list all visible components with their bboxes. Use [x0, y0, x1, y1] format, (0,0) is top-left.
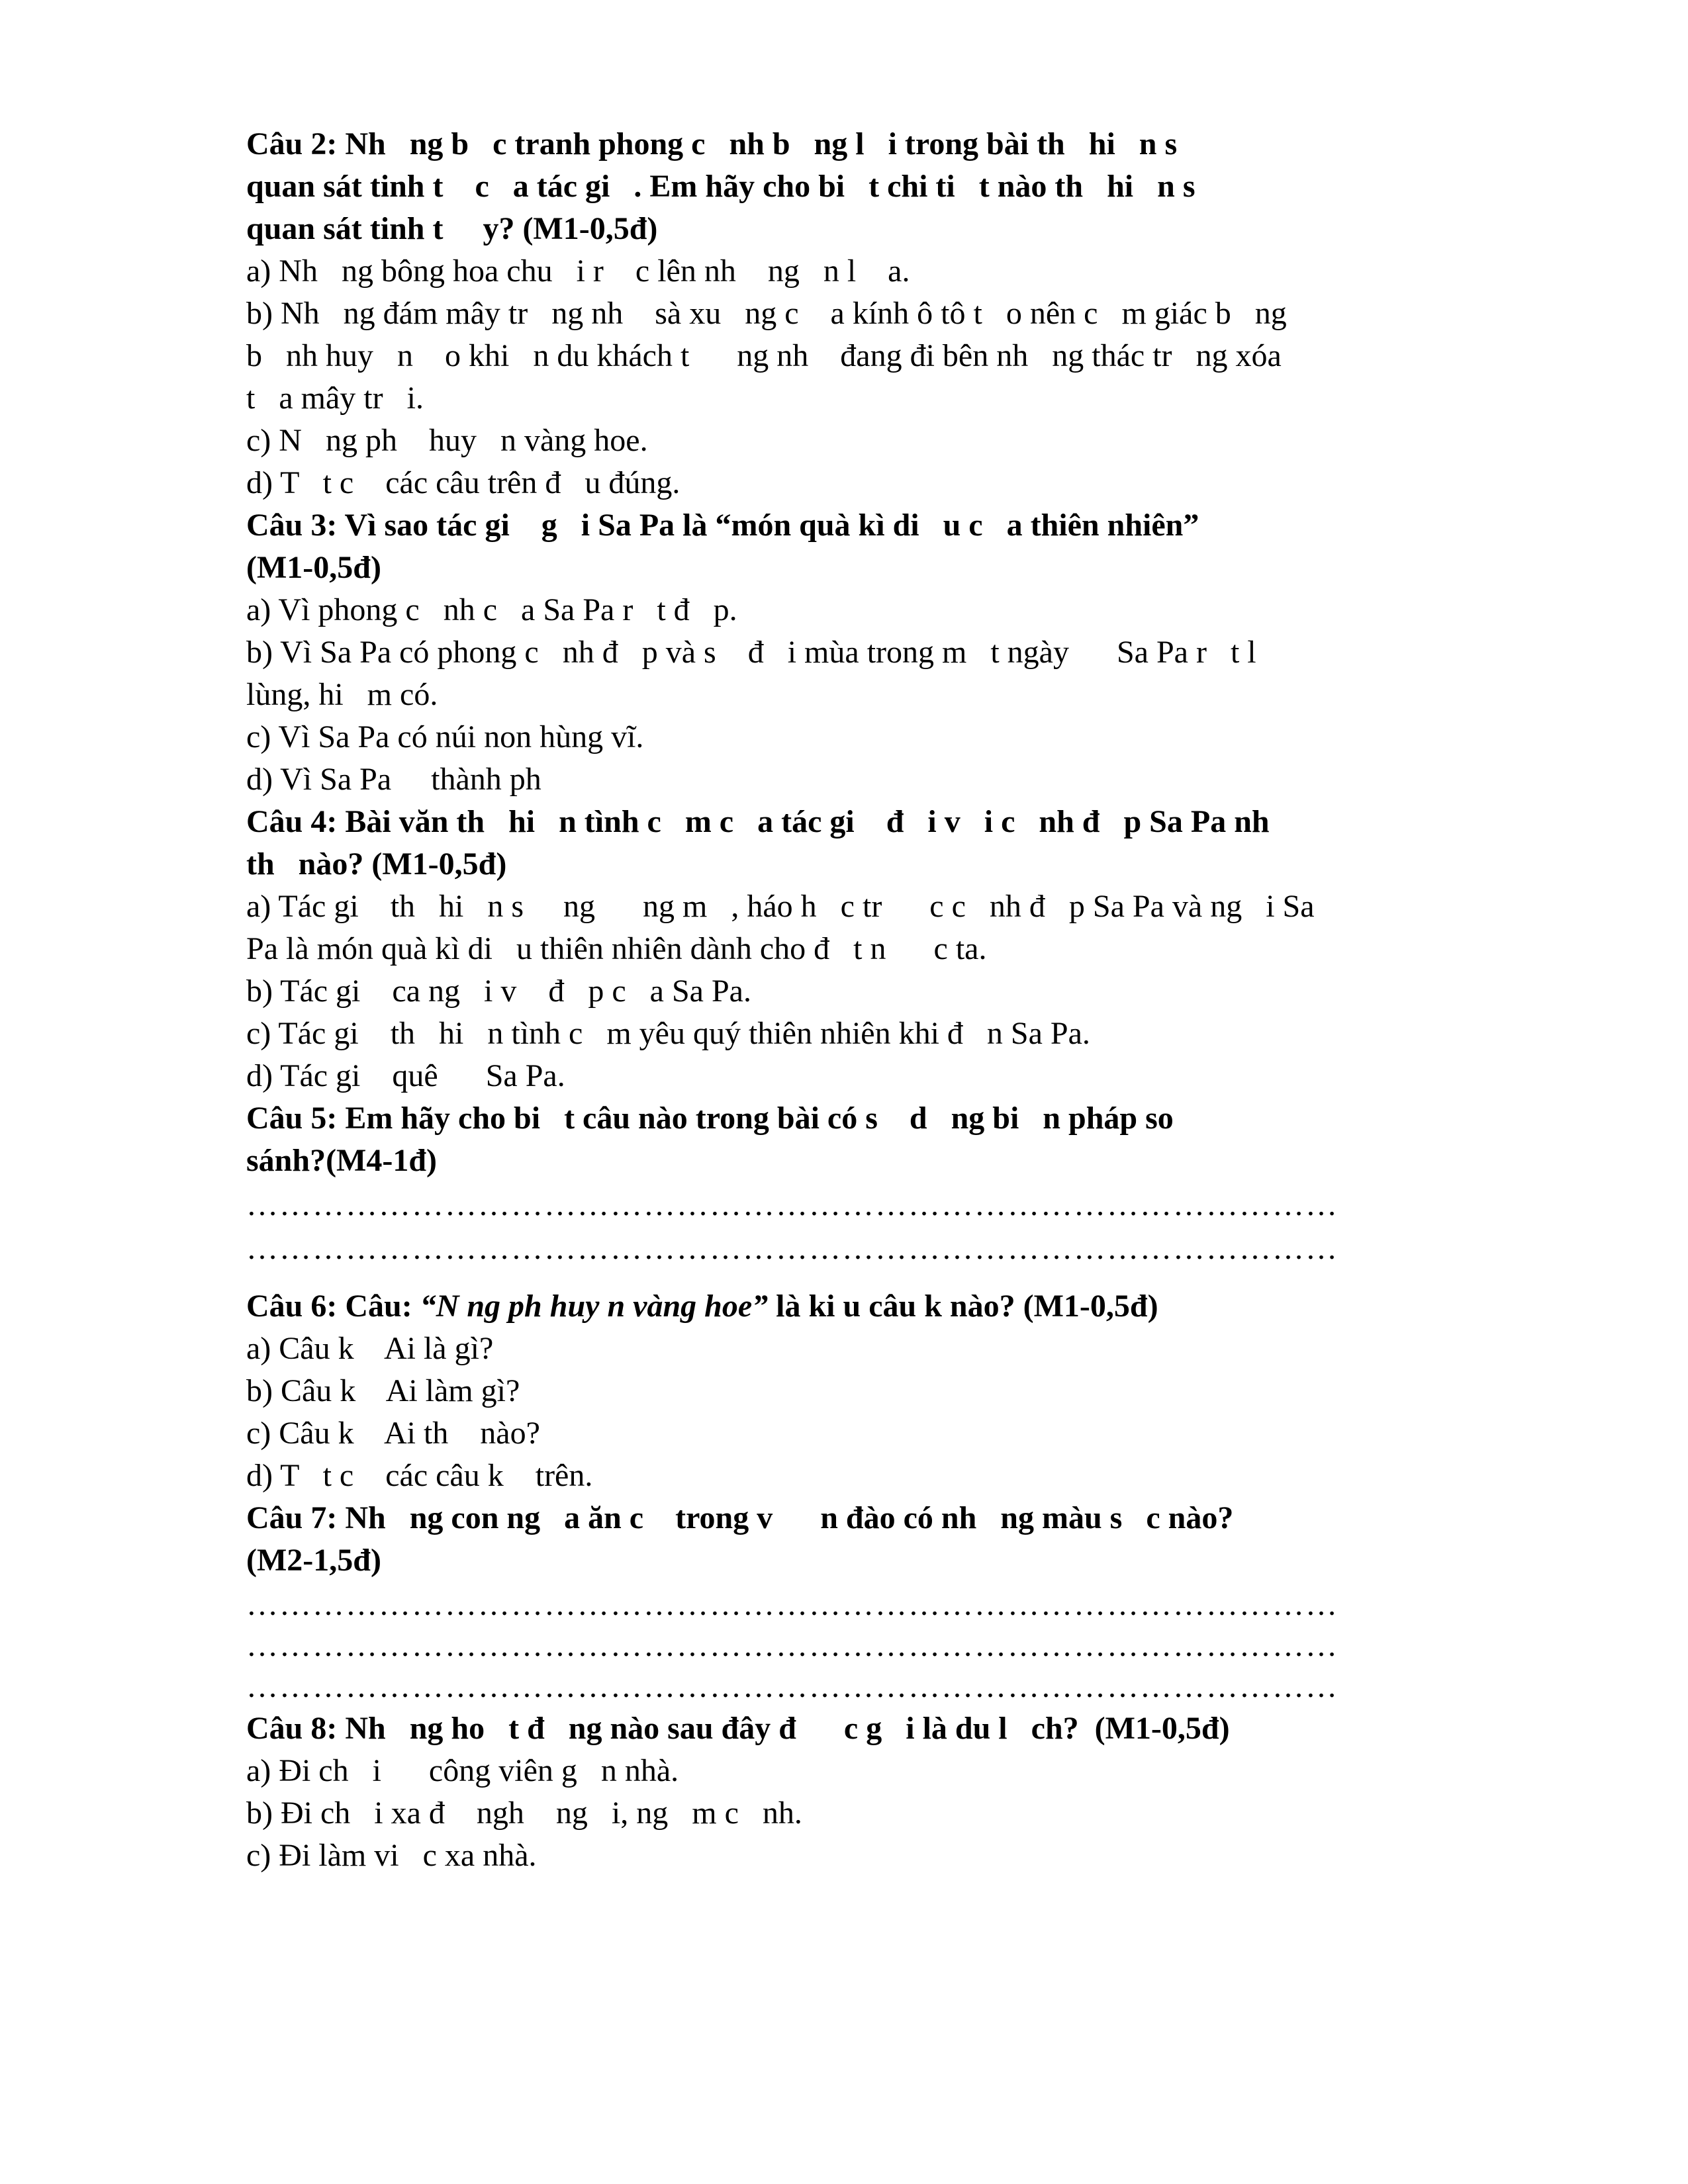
document-page [246, 123, 1431, 1877]
question-6-prefix: Câu 6: Câu: [246, 1289, 420, 1324]
question-line: th nào? (M1-0,5đ) [246, 846, 507, 882]
answer-option: c) Đi làm vi c xa nhà. [246, 1838, 537, 1873]
question-line: (M2-1,5đ) [246, 1543, 381, 1578]
question-line: Câu 4: Bài văn th hi n tình c m c a tác gi đ i v i c nh đ p Sa Pa nh [246, 804, 1270, 839]
answer-option: c) Câu k Ai th nào? [246, 1416, 540, 1451]
answer-option: c) N ng ph huy n vàng hoe. [246, 423, 648, 458]
answer-option: a) Tác gi th hi n s ng ng m , háo h c tr c c nh đ p Sa Pa và ng i Sa [246, 889, 1315, 924]
question-line: quan sát tinh t y? (M1-0,5đ) [246, 211, 658, 246]
answer-option: c) Vì Sa Pa có núi non hùng vĩ. [246, 719, 644, 754]
answer-option: b) Vì Sa Pa có phong c nh đ p và s đ i mùa trong m t ngày Sa Pa r t l [246, 635, 1256, 670]
answer-option: lùng, hi m có. [246, 677, 438, 712]
answer-blank-line[interactable]: ……………………………………………………………………………………… [246, 1231, 1338, 1266]
question-line: Câu 7: Nh ng con ng a ăn c trong v n đào có nh ng màu s c nào? [246, 1500, 1234, 1535]
question-6 [246, 1285, 1431, 1328]
question-2 [246, 123, 1431, 250]
answer-option: d) Tác gi quê Sa Pa. [246, 1058, 565, 1093]
answer-option: a) Đi ch i công viên g n nhà. [246, 1753, 679, 1788]
answer-option: a) Vì phong c nh c a Sa Pa r t đ p. [246, 592, 737, 627]
question-6-suffix: là ki u câu k nào? (M1-0,5đ) [768, 1289, 1158, 1324]
answer-option: a) Nh ng bông hoa chu i r c lên nh ng n l a. [246, 253, 910, 289]
answer-blank-line[interactable]: ……………………………………………………………………………………… [246, 1628, 1338, 1663]
answer-option: d) Vì Sa Pa thành ph [246, 762, 541, 797]
answer-blank-line[interactable]: ……………………………………………………………………………………… [246, 1587, 1338, 1622]
question-4 [246, 801, 1431, 886]
answer-option: b) Câu k Ai làm gì? [246, 1373, 520, 1408]
question-line: quan sát tinh t c a tác gi . Em hãy cho bi t chi ti t nào th hi n s [246, 169, 1196, 204]
question-line: (M1-0,5đ) [246, 550, 381, 585]
answer-option: b) Nh ng đám mây tr ng nh sà xu ng c a kính ô tô t o nên c m giác b ng [246, 296, 1287, 331]
answer-option: d) T t c các câu k trên. [246, 1458, 593, 1493]
answer-blank-line[interactable]: ……………………………………………………………………………………… [246, 1669, 1338, 1704]
answer-option: a) Câu k Ai là gì? [246, 1331, 494, 1366]
answer-option: c) Tác gi th hi n tình c m yêu quý thiên nhiên khi đ n Sa Pa. [246, 1016, 1090, 1051]
question-8: Câu 8: Nh ng ho t đ ng nào sau đây đ c g i là du l ch? (M1-0,5đ) [246, 1711, 1230, 1746]
answer-option: b) Đi ch i xa đ ngh ng i, ng m c nh. [246, 1796, 802, 1831]
question-3 [246, 504, 1431, 589]
question-line: sánh?(M4-1đ) [246, 1143, 438, 1178]
answer-option: b nh huy n o khi n du khách t ng nh đang đi bên nh ng thác tr ng xóa [246, 338, 1282, 373]
answer-option: d) T t c các câu trên đ u đúng. [246, 465, 680, 500]
question-line: Câu 3: Vì sao tác gi g i Sa Pa là “món quà kì di u c a thiên nhiên” [246, 508, 1199, 543]
quoted-sentence: “N ng ph huy n vàng hoe” [420, 1289, 769, 1324]
answer-option: t a mây tr i. [246, 381, 424, 416]
question-5 [246, 1097, 1431, 1182]
question-line: Câu 5: Em hãy cho bi t câu nào trong bài có s d ng bi n pháp so [246, 1101, 1174, 1136]
answer-blank-line[interactable]: ……………………………………………………………………………………… [246, 1187, 1338, 1222]
answer-option: Pa là món quà kì di u thiên nhiên dành cho đ t n c ta. [246, 931, 987, 966]
question-7 [246, 1497, 1431, 1582]
answer-option: b) Tác gi ca ng i v đ p c a Sa Pa. [246, 974, 751, 1009]
question-line: Câu 2: Nh ng b c tranh phong c nh b ng l i trong bài th hi n s [246, 126, 1178, 161]
